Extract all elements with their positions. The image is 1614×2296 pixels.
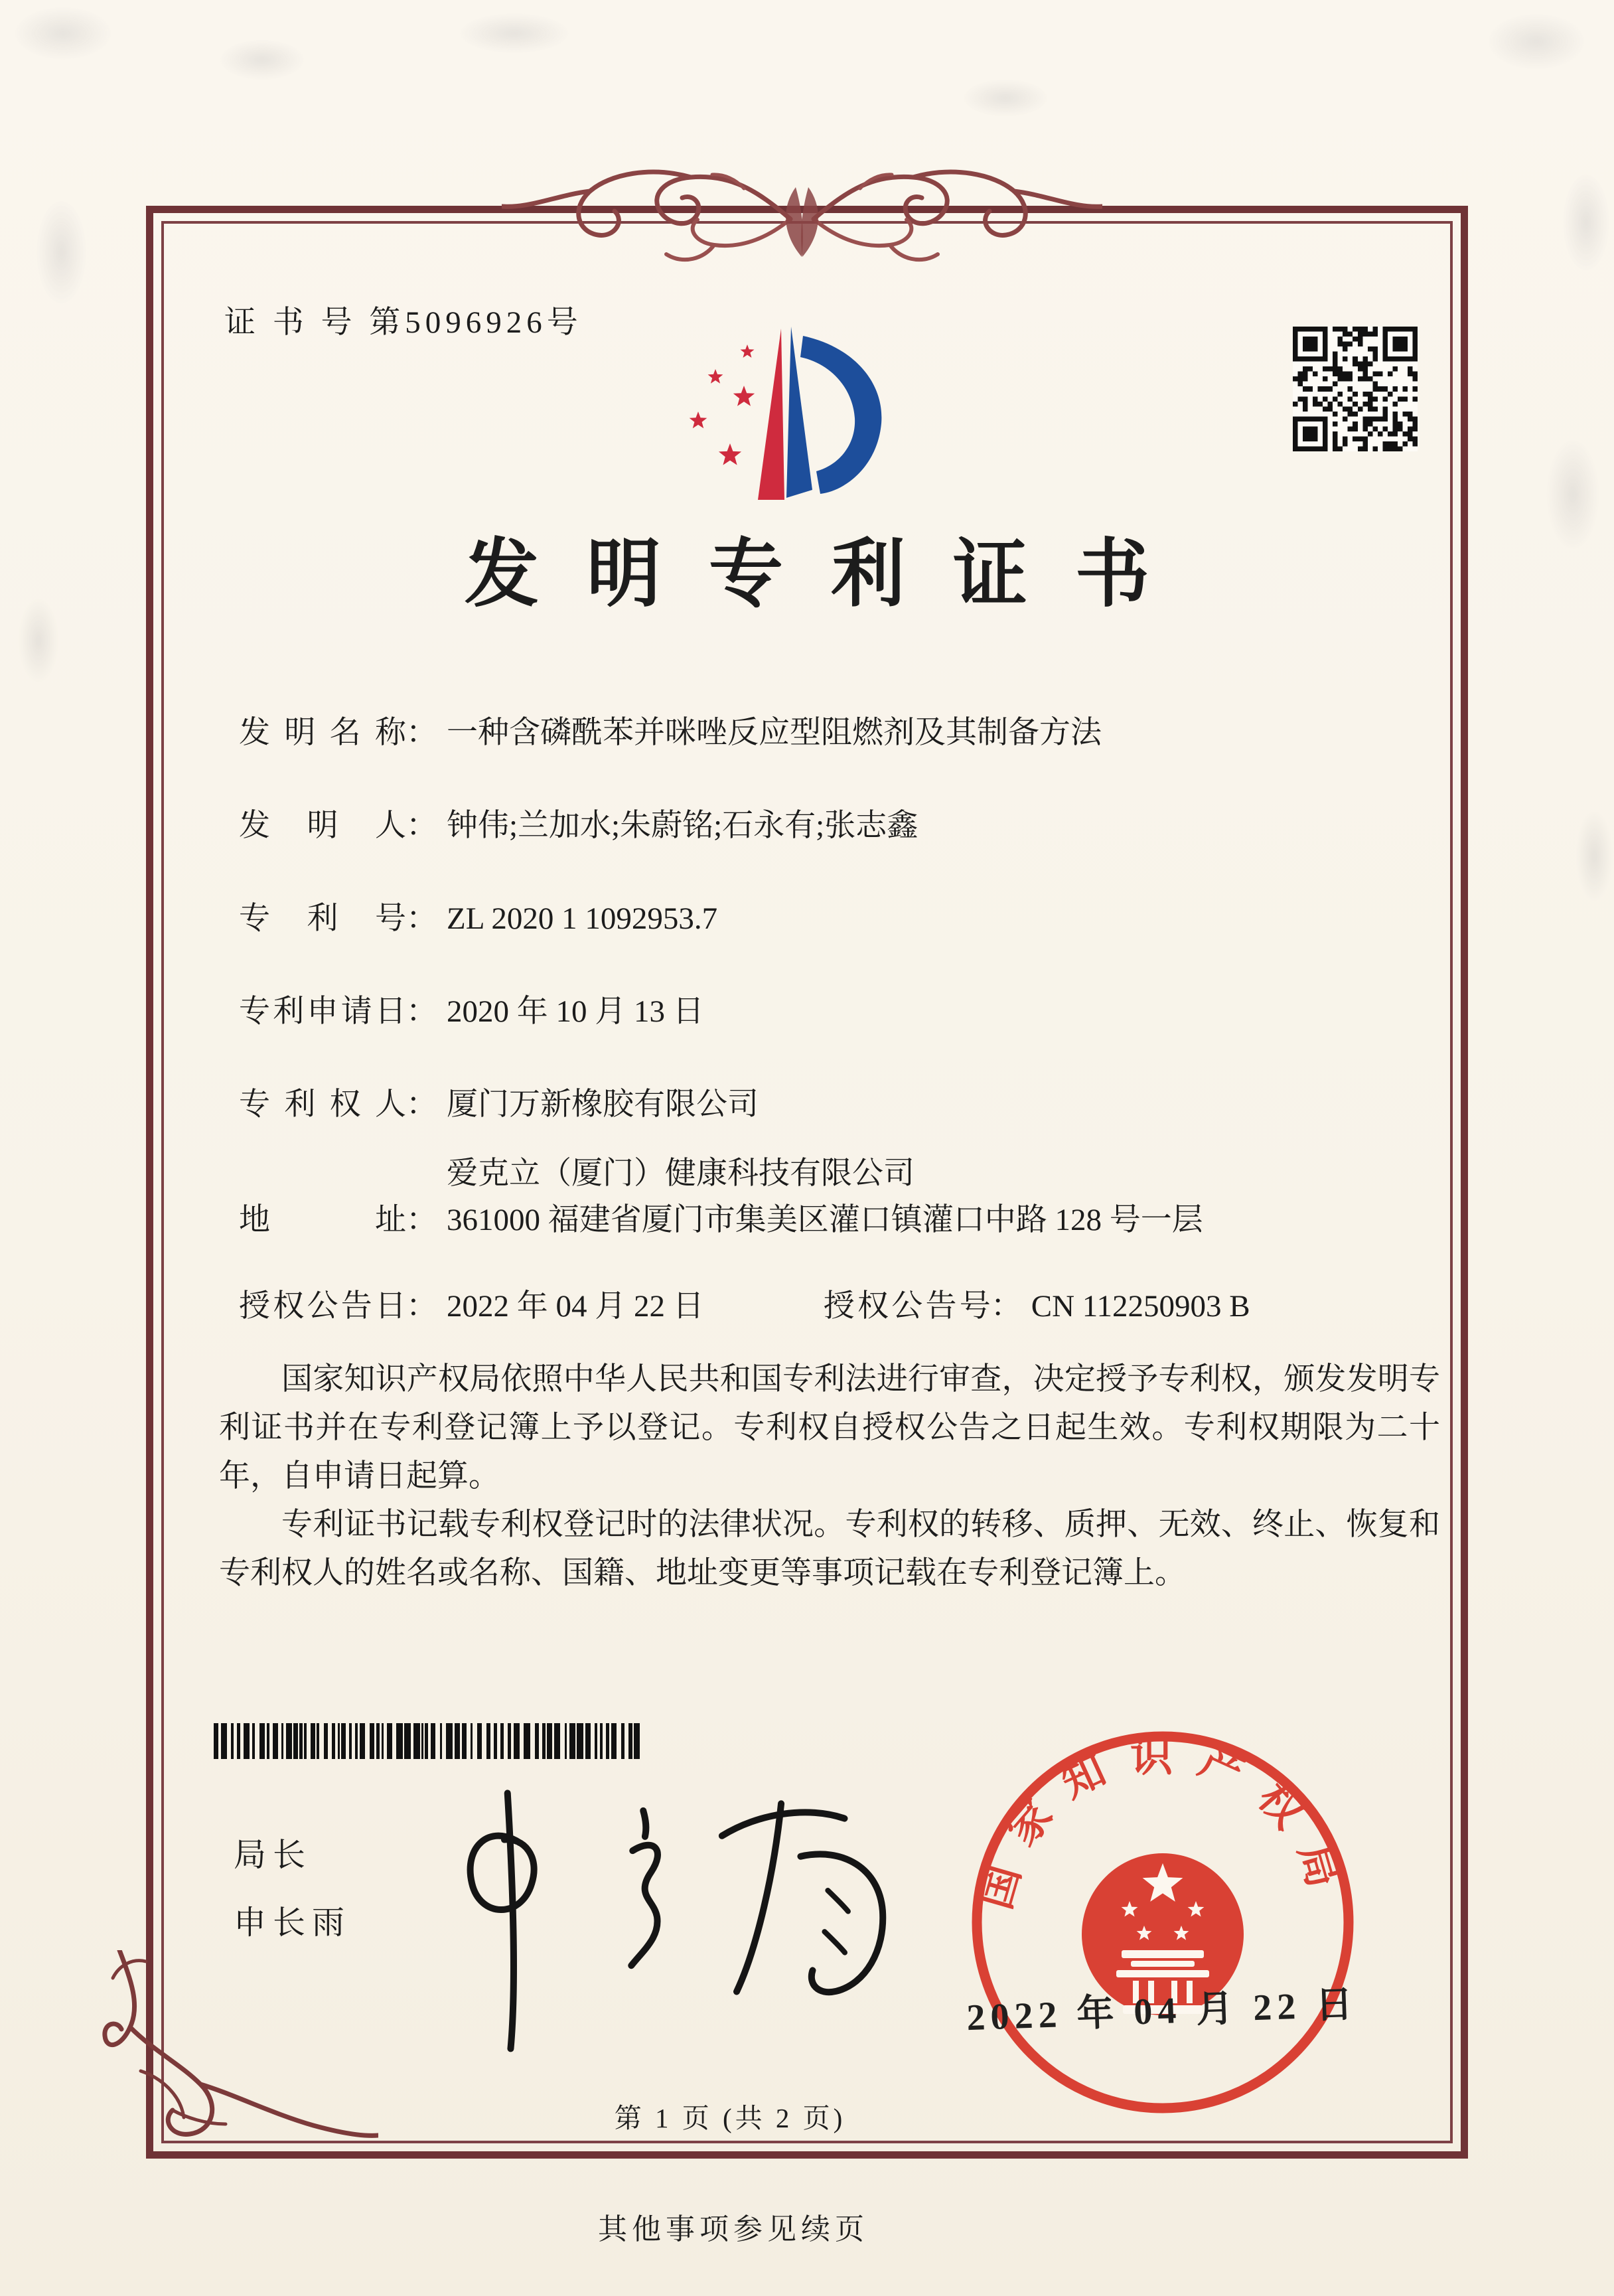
field-label: 专利申请日: [239, 994, 406, 1029]
barcode: [214, 1723, 642, 1759]
dragon-ornament: [502, 154, 1102, 277]
certificate-number: 证 书 号 第5096926号: [224, 305, 583, 340]
field-colon: ：: [406, 716, 437, 750]
corner-flourish: [100, 1950, 378, 2169]
scan-smudge: [37, 199, 86, 305]
legal-paragraph-2: 专利证书记载专利权登记时的法律状况。专利权的转移、质押、无效、终止、恢复和专利权人的姓名或名称、国籍、地址变更等事项记载在专利登记簿上。: [219, 1507, 1440, 1590]
barcode-graphic: [214, 1723, 642, 1759]
scan-smudge: [458, 13, 571, 53]
field-label: 专利号: [239, 901, 406, 936]
field-filing-date: [239, 990, 704, 1033]
seal-graphic: [964, 1723, 1362, 2121]
field-grant-number: [824, 1285, 1250, 1328]
field-patent-number: [239, 897, 717, 940]
corner-flourish-graphic: [100, 1950, 378, 2169]
field-grant-row: [239, 1285, 1250, 1328]
scan-smudge: [219, 40, 305, 80]
field-value: CN 112250903 B: [1031, 1289, 1250, 1324]
field-patentee: [239, 1083, 915, 1195]
cnipa-logo-graphic: [689, 311, 885, 504]
field-value: 2020 年 10 月 13 日: [447, 994, 704, 1029]
signer-title: 局长: [234, 1837, 313, 1873]
continuation-note: 其他事项参见续页: [598, 2213, 869, 2246]
handwritten-signature-icon: [409, 1769, 944, 2064]
field-colon: ：: [406, 901, 437, 936]
seal-date: 2022 年 04 月 22 日: [966, 1983, 1359, 2039]
field-value: 2022 年 04 月 22 日: [447, 1289, 704, 1324]
field-colon: ：: [406, 1087, 437, 1122]
field-label: 授权公告日: [239, 1289, 406, 1324]
field-invention-name: [239, 712, 1102, 754]
field-label: 地址: [239, 1203, 406, 1237]
field-colon: ：: [406, 1289, 437, 1324]
qr-code: [1293, 327, 1418, 451]
field-grant-date: [239, 1285, 704, 1328]
field-colon: ：: [990, 1289, 1022, 1324]
field-label: 发明名称: [239, 716, 406, 750]
scan-smudge: [1487, 13, 1586, 70]
seal-ring-text: 国家知识产权局: [972, 1733, 1354, 1914]
signature-graphic: [409, 1769, 944, 2064]
field-value: ZL 2020 1 1092953.7: [447, 901, 718, 936]
field-value: 钟伟;兰加水;朱蔚铭;石永有;张志鑫: [447, 808, 918, 843]
field-label: 专利权人: [239, 1087, 406, 1122]
field-colon: ：: [406, 1203, 437, 1237]
cnipa-round-seal: [964, 1723, 1362, 2121]
qr-code-graphic: [1293, 327, 1418, 451]
field-value: 一种含磷酰苯并咪唑反应型阻燃剂及其制备方法: [447, 716, 1102, 750]
scan-smudge: [962, 80, 1049, 116]
field-label: 授权公告号: [823, 1289, 991, 1324]
patentee-line-2: 爱克立（厦门）健康科技有限公司: [447, 1156, 915, 1191]
certificate-title: 发明专利证书: [465, 534, 1197, 616]
signer-name: 申长雨: [234, 1904, 352, 1941]
dragon-ornament-graphic: [502, 154, 1102, 277]
page-number: 第 1 页 (共 2 页): [614, 2103, 846, 2133]
cnipa-logo-icon: [689, 311, 885, 504]
scan-smudge: [13, 7, 113, 60]
legal-paragraph-1: 国家知识产权局依照中华人民共和国专利法进行审查，决定授予专利权，颁发发明专利证书并在专利登记簿上予以登记。专利权自授权公告之日起生效。专利权期限为二十年，自申请日起算。: [219, 1362, 1440, 1493]
legal-text: [219, 1355, 1440, 1598]
field-value: [447, 1083, 915, 1195]
scan-smudge: [1576, 810, 1613, 903]
field-inventors: [239, 804, 918, 847]
field-label: 发明人: [239, 808, 406, 843]
patentee-line-1: 厦门万新橡胶有限公司: [447, 1087, 759, 1122]
field-address: [239, 1199, 1203, 1241]
field-value: 361000 福建省厦门市集美区灌口镇灌口中路 128 号一层: [447, 1203, 1203, 1237]
scan-smudge: [1563, 173, 1609, 272]
field-colon: ：: [406, 994, 437, 1029]
field-colon: ：: [406, 808, 437, 843]
